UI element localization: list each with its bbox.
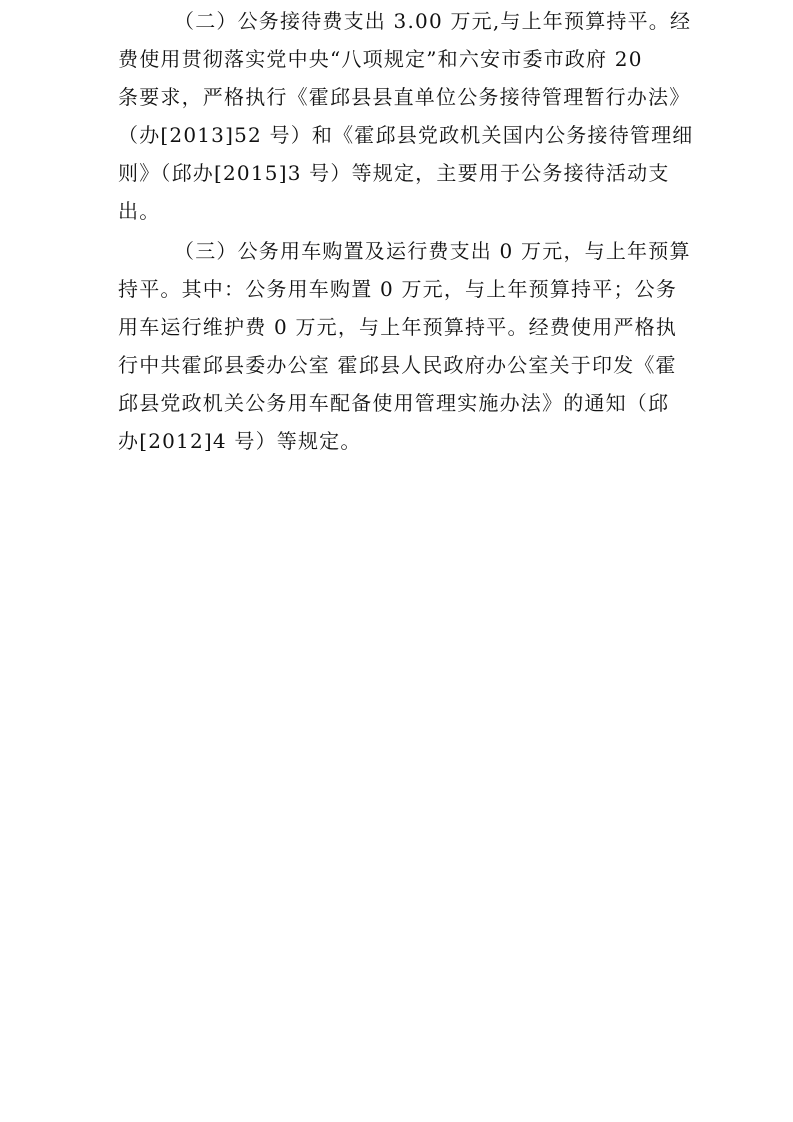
text-line: （三）公务用车购置及运行费支出 0 万元，与上年预算 [174,239,691,263]
text-line: 办[2012]4 号）等规定。 [118,429,362,453]
text-line: 费使用贯彻落实党中央“八项规定”和六安市委市政府 20 [118,47,643,71]
document-body [118,0,694,460]
paragraph-vehicle-expenses [118,230,691,460]
text-line: 则》（邱办[2015]3 号）等规定，主要用于公务接待活动支 [118,161,670,185]
text-line: （办[2013]52 号）和《霍邱县党政机关国内公务接待管理细 [118,123,694,147]
text-line: （二）公务接待费支出 3.00 万元,与上年预算持平。经 [174,9,692,33]
text-line: 用车运行维护费 0 万元，与上年预算持平。经费使用严格执 [118,315,678,339]
paragraph-reception-expenses [118,0,694,230]
text-line: 行中共霍邱县委办公室 霍邱县人民政府办公室关于印发《霍 [118,353,677,377]
text-line: 邱县党政机关公务用车配备使用管理实施办法》的通知（邱 [118,391,670,415]
text-line: 出。 [118,199,161,223]
text-line: 持平。其中：公务用车购置 0 万元，与上年预算持平；公务 [118,277,678,301]
text-line: 条要求，严格执行《霍邱县县直单位公务接待管理暂行办法》 [118,85,691,109]
